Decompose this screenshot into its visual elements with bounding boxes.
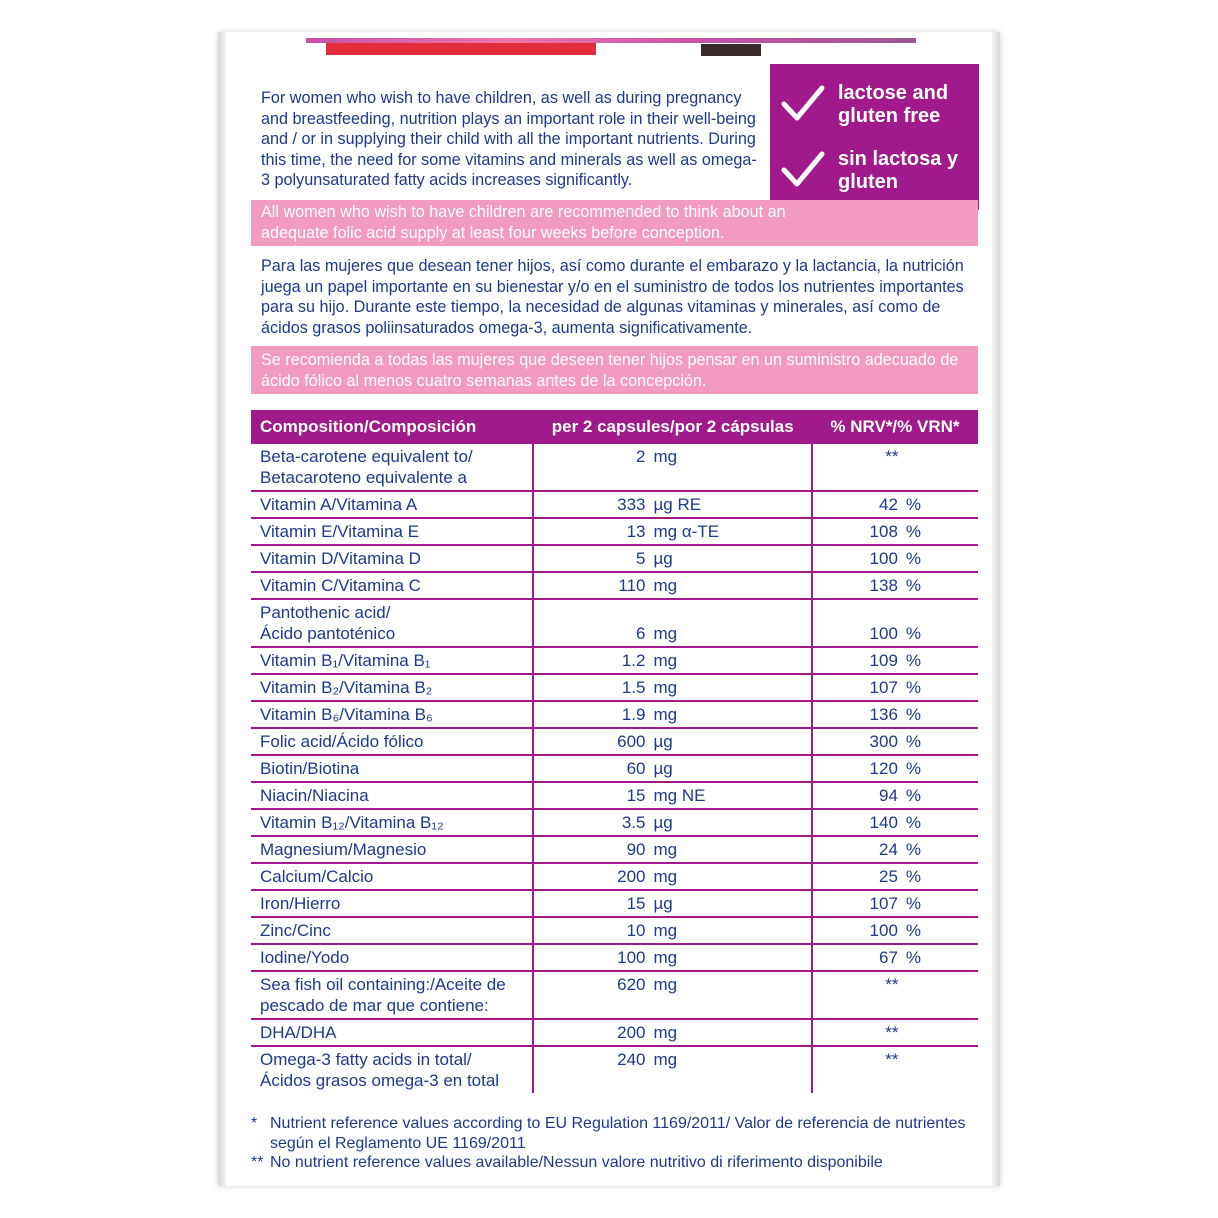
amount-cell xyxy=(533,971,811,1019)
amount-unit: mg α-TE xyxy=(653,522,720,541)
amount-value: 15 xyxy=(626,894,646,913)
nutrient-name-line2: Betacaroteno equivalente a xyxy=(260,468,467,487)
table-row xyxy=(251,728,978,755)
amount-value: 1.5 xyxy=(621,678,646,697)
nrv-value: 25 xyxy=(879,867,898,886)
nutrient-name: Beta-carotene equivalent to/ xyxy=(260,447,473,466)
amount-cell xyxy=(533,599,811,647)
nrv-cell xyxy=(812,971,978,1019)
nutrient-name-cell xyxy=(251,572,533,599)
nrv-cell xyxy=(812,572,978,599)
table-row xyxy=(251,647,978,674)
amount-unit: mg xyxy=(653,705,678,724)
amount-unit: mg xyxy=(653,840,678,859)
table-row xyxy=(251,518,978,545)
table-row xyxy=(251,863,978,890)
nrv-percent-sign: % xyxy=(905,867,922,886)
table-row xyxy=(251,917,978,944)
badge-text-spanish: sin lactosa y gluten xyxy=(838,148,959,193)
footnotes xyxy=(251,1114,981,1173)
nrv-percent-sign: % xyxy=(905,495,922,514)
amount-value: 3.5 xyxy=(621,813,646,832)
nutrient-name: Omega-3 fatty acids in total/ xyxy=(260,1050,472,1069)
amount-unit: mg xyxy=(653,678,678,697)
table-row xyxy=(251,599,978,647)
amount-value: 600 xyxy=(617,732,646,751)
top-flap-artwork xyxy=(306,36,916,56)
nutrient-name-line2: pescado de mar que contiene: xyxy=(260,996,489,1015)
nrv-percent-sign: % xyxy=(905,651,922,670)
table-row xyxy=(251,674,978,701)
nrv-percent-sign: % xyxy=(905,549,922,568)
nutrient-name-cell xyxy=(251,782,533,809)
table-body xyxy=(251,444,978,1093)
nutrient-name: Sea fish oil containing:/Aceite de xyxy=(260,975,506,994)
nrv-cell xyxy=(812,599,978,647)
amount-value: 60 xyxy=(626,759,646,778)
lactose-gluten-free-badge xyxy=(770,64,979,210)
nrv-value: 120 xyxy=(869,759,898,778)
amount-unit: mg NE xyxy=(653,786,706,805)
header-composition: Composition/Composición xyxy=(251,410,533,444)
nrv-percent-sign: % xyxy=(905,576,922,595)
amount-cell xyxy=(533,647,811,674)
amount-unit: mg xyxy=(653,921,678,940)
nrv-cell xyxy=(812,755,978,782)
nrv-value: 107 xyxy=(869,678,898,697)
nutrient-name-cell xyxy=(251,890,533,917)
table-row xyxy=(251,701,978,728)
nutrient-name-cell xyxy=(251,971,533,1019)
no-nrv-marker: ** xyxy=(885,1023,899,1042)
footnote-nrv xyxy=(251,1114,981,1153)
nutrient-name: DHA/DHA xyxy=(260,1023,337,1042)
amount-cell xyxy=(533,944,811,971)
nrv-value: 42 xyxy=(879,495,898,514)
nrv-percent-sign: % xyxy=(905,786,922,805)
amount-value: 1.2 xyxy=(621,651,646,670)
table-row xyxy=(251,491,978,518)
package-edge-right xyxy=(992,32,1000,1186)
nutrient-name: Niacin/Niacina xyxy=(260,786,369,805)
amount-cell xyxy=(533,572,811,599)
nrv-cell xyxy=(812,809,978,836)
nutrient-name: Vitamin A/Vitamina A xyxy=(260,495,418,514)
badge-text-english: lactose and gluten free xyxy=(838,82,949,127)
amount-cell xyxy=(533,518,811,545)
amount-unit: mg xyxy=(653,948,678,967)
amount-cell xyxy=(533,917,811,944)
nutrient-name-cell xyxy=(251,728,533,755)
nrv-cell xyxy=(812,701,978,728)
highlight-english xyxy=(251,200,978,246)
no-nrv-marker: ** xyxy=(885,1050,899,1069)
amount-unit: µg xyxy=(653,732,673,751)
package-edge-left xyxy=(218,32,226,1186)
amount-cell xyxy=(533,755,811,782)
table-header-row xyxy=(251,410,978,444)
table-row xyxy=(251,971,978,1019)
nrv-value: 108 xyxy=(869,522,898,541)
nutrient-name: Iron/Hierro xyxy=(260,894,341,913)
amount-value: 110 xyxy=(618,576,646,595)
amount-cell xyxy=(533,674,811,701)
table-row xyxy=(251,1046,978,1093)
nutrient-name-cell xyxy=(251,944,533,971)
nrv-cell xyxy=(812,863,978,890)
amount-unit: µg xyxy=(653,759,673,778)
amount-value: 2 xyxy=(636,447,646,466)
nrv-cell xyxy=(812,944,978,971)
nrv-value: 100 xyxy=(869,921,898,940)
nutrient-name: Folic acid/Ácido fólico xyxy=(260,732,424,751)
nrv-value: 100 xyxy=(869,624,898,643)
nutrient-name: Vitamin D/Vitamina D xyxy=(260,549,421,568)
amount-unit: mg xyxy=(653,447,678,466)
nutrient-name-cell xyxy=(251,701,533,728)
nutrient-name: Iodine/Yodo xyxy=(260,948,350,967)
nutrient-name: Biotin/Biotina xyxy=(260,759,360,778)
amount-value: 6 xyxy=(636,624,646,643)
table-row xyxy=(251,809,978,836)
amount-unit: µg RE xyxy=(653,495,702,514)
nutrient-name-cell xyxy=(251,836,533,863)
nutrient-name: Zinc/Cinc xyxy=(260,921,331,940)
amount-cell xyxy=(533,701,811,728)
nutrient-name: Vitamin B₂/Vitamina B₂ xyxy=(260,678,433,697)
header-per-2-capsules: per 2 capsules/por 2 cápsulas xyxy=(533,410,811,444)
amount-unit: µg xyxy=(653,549,673,568)
amount-unit: mg xyxy=(653,624,678,643)
amount-cell xyxy=(533,836,811,863)
nrv-cell xyxy=(812,491,978,518)
nutrient-name-cell xyxy=(251,599,533,647)
amount-value: 5 xyxy=(636,549,646,568)
nrv-percent-sign: % xyxy=(905,732,922,751)
nrv-percent-sign: % xyxy=(905,840,922,859)
amount-value: 100 xyxy=(617,948,646,967)
nrv-cell xyxy=(812,444,978,491)
nrv-value: 109 xyxy=(869,651,898,670)
nrv-value: 94 xyxy=(879,786,898,805)
nutrient-name-cell xyxy=(251,647,533,674)
nrv-percent-sign: % xyxy=(905,894,922,913)
nutrient-name-cell xyxy=(251,917,533,944)
nrv-value: 140 xyxy=(869,813,898,832)
nutrient-name-cell xyxy=(251,444,533,491)
nrv-cell xyxy=(812,890,978,917)
nutrient-name-line2: Ácidos grasos omega-3 en total xyxy=(260,1071,500,1090)
nrv-cell xyxy=(812,674,978,701)
amount-unit: mg xyxy=(653,576,678,595)
amount-cell xyxy=(533,444,811,491)
nutrient-name-cell xyxy=(251,518,533,545)
nrv-percent-sign: % xyxy=(905,678,922,697)
nutrient-name: Vitamin B₁₂/Vitamina B₁₂ xyxy=(260,813,444,832)
amount-value: 15 xyxy=(626,786,646,805)
table-row xyxy=(251,836,978,863)
table-row xyxy=(251,572,978,599)
nutrient-name-cell xyxy=(251,491,533,518)
nrv-percent-sign: % xyxy=(905,759,922,778)
nrv-cell xyxy=(812,728,978,755)
amount-cell xyxy=(533,545,811,572)
highlight-spanish-text: Se recomienda a todas las mujeres que deseen tener hijos pensar en un suministro adecuado de ácido fólico al menos cuatro semanas antes de la concepción. xyxy=(261,351,959,390)
nrv-percent-sign: % xyxy=(905,624,922,643)
nutrient-name: Vitamin C/Vitamina C xyxy=(260,576,421,595)
amount-unit: mg xyxy=(653,1050,678,1069)
amount-value: 1.9 xyxy=(621,705,646,724)
nutrient-name-line2: Ácido pantoténico xyxy=(260,624,396,643)
checkmark-icon xyxy=(780,148,826,194)
amount-unit: mg xyxy=(653,651,678,670)
amount-cell xyxy=(533,863,811,890)
nutrient-name: Vitamin B₁/Vitamina B₁ xyxy=(260,651,431,670)
amount-value: 200 xyxy=(617,1023,646,1042)
table-row xyxy=(251,444,978,491)
nrv-cell xyxy=(812,518,978,545)
amount-value: 240 xyxy=(617,1050,646,1069)
nrv-value: 136 xyxy=(869,705,898,724)
nutrient-name: Pantothenic acid/ xyxy=(260,603,391,622)
amount-cell xyxy=(533,1019,811,1046)
nrv-value: 138 xyxy=(869,576,898,595)
footnote-no-nrv xyxy=(251,1153,981,1173)
nrv-cell xyxy=(812,1046,978,1093)
amount-unit: mg xyxy=(653,867,678,886)
amount-value: 10 xyxy=(626,921,646,940)
footnote-mark: * xyxy=(251,1115,258,1132)
nrv-value: 100 xyxy=(869,549,898,568)
amount-unit: µg xyxy=(653,894,673,913)
nrv-cell xyxy=(812,545,978,572)
nutrient-name-cell xyxy=(251,755,533,782)
composition-table xyxy=(251,410,978,1093)
highlight-spanish xyxy=(251,346,978,394)
nutrient-name-cell xyxy=(251,1019,533,1046)
no-nrv-marker: ** xyxy=(885,447,899,466)
nutrient-name: Calcium/Calcio xyxy=(260,867,374,886)
nutrient-name: Vitamin B₆/Vitamina B₆ xyxy=(260,705,433,724)
nutrient-name: Vitamin E/Vitamina E xyxy=(260,522,420,541)
amount-value: 620 xyxy=(617,975,646,994)
nutrient-name-cell xyxy=(251,809,533,836)
footnote-text: Nutrient reference values according to EU Regulation 1169/2011/ Valor de referencia de nutrientes según el Reglamento UE 1169/2011 xyxy=(270,1115,966,1152)
amount-unit: mg xyxy=(653,1023,678,1042)
nrv-value: 300 xyxy=(869,732,898,751)
amount-cell xyxy=(533,782,811,809)
nrv-value: 24 xyxy=(879,840,898,859)
highlight-english-text: All women who wish to have children are recommended to think about an adequate folic acid supply at least four weeks before conception. xyxy=(261,203,786,242)
nrv-cell xyxy=(812,1019,978,1046)
table-row xyxy=(251,1019,978,1046)
amount-unit: mg xyxy=(653,975,678,994)
nrv-cell xyxy=(812,917,978,944)
intro-text-english: For women who wish to have children, as well as during pregnancy and breastfeeding, nutrition plays an important role in their well-being and / or in supplying their child with all the important nutrients. During this time, the need for some vitamins and minerals as well as omega-3 polyunsaturated fatty acids increases significantly. xyxy=(261,89,757,189)
amount-value: 200 xyxy=(617,867,646,886)
nrv-value: 67 xyxy=(879,948,898,967)
nrv-percent-sign: % xyxy=(905,705,922,724)
amount-unit: µg xyxy=(653,813,673,832)
nrv-percent-sign: % xyxy=(905,921,922,940)
table-row xyxy=(251,545,978,572)
amount-cell xyxy=(533,1046,811,1093)
nrv-cell xyxy=(812,647,978,674)
header-nrv: % NRV*/% VRN* xyxy=(812,410,978,444)
nutrient-name-cell xyxy=(251,1046,533,1093)
no-nrv-marker: ** xyxy=(885,975,899,994)
table-row xyxy=(251,944,978,971)
amount-value: 333 xyxy=(617,495,646,514)
checkmark-icon xyxy=(780,82,826,128)
footnote-mark: ** xyxy=(251,1154,264,1171)
footnote-text: No nutrient reference values available/Nessun valore nutritivo di riferimento disponibile xyxy=(270,1154,883,1171)
nutrient-name: Magnesium/Magnesio xyxy=(260,840,427,859)
nrv-value: 107 xyxy=(869,894,898,913)
nutrient-name-cell xyxy=(251,863,533,890)
amount-value: 13 xyxy=(626,522,646,541)
table-row xyxy=(251,890,978,917)
amount-cell xyxy=(533,890,811,917)
table-row xyxy=(251,782,978,809)
nrv-percent-sign: % xyxy=(905,522,922,541)
amount-value: 90 xyxy=(626,840,646,859)
nrv-cell xyxy=(812,782,978,809)
table-row xyxy=(251,755,978,782)
nrv-cell xyxy=(812,836,978,863)
amount-cell xyxy=(533,809,811,836)
nutrient-name-cell xyxy=(251,545,533,572)
intro-text-spanish: Para las mujeres que desean tener hijos, así como durante el embarazo y la lactancia, la nutrición juega un papel importante en su bienestar y/o en el suministro de todos los nutrientes importantes para su hijo. Durante este tiempo, la necesidad de algunas vitaminas y minerales, así como de ácidos grasos poliinsaturados omega-3, aumenta significativamente. xyxy=(261,257,964,337)
amount-cell xyxy=(533,491,811,518)
nrv-percent-sign: % xyxy=(905,813,922,832)
amount-cell xyxy=(533,728,811,755)
nutrient-name-cell xyxy=(251,674,533,701)
nrv-percent-sign: % xyxy=(905,948,922,967)
